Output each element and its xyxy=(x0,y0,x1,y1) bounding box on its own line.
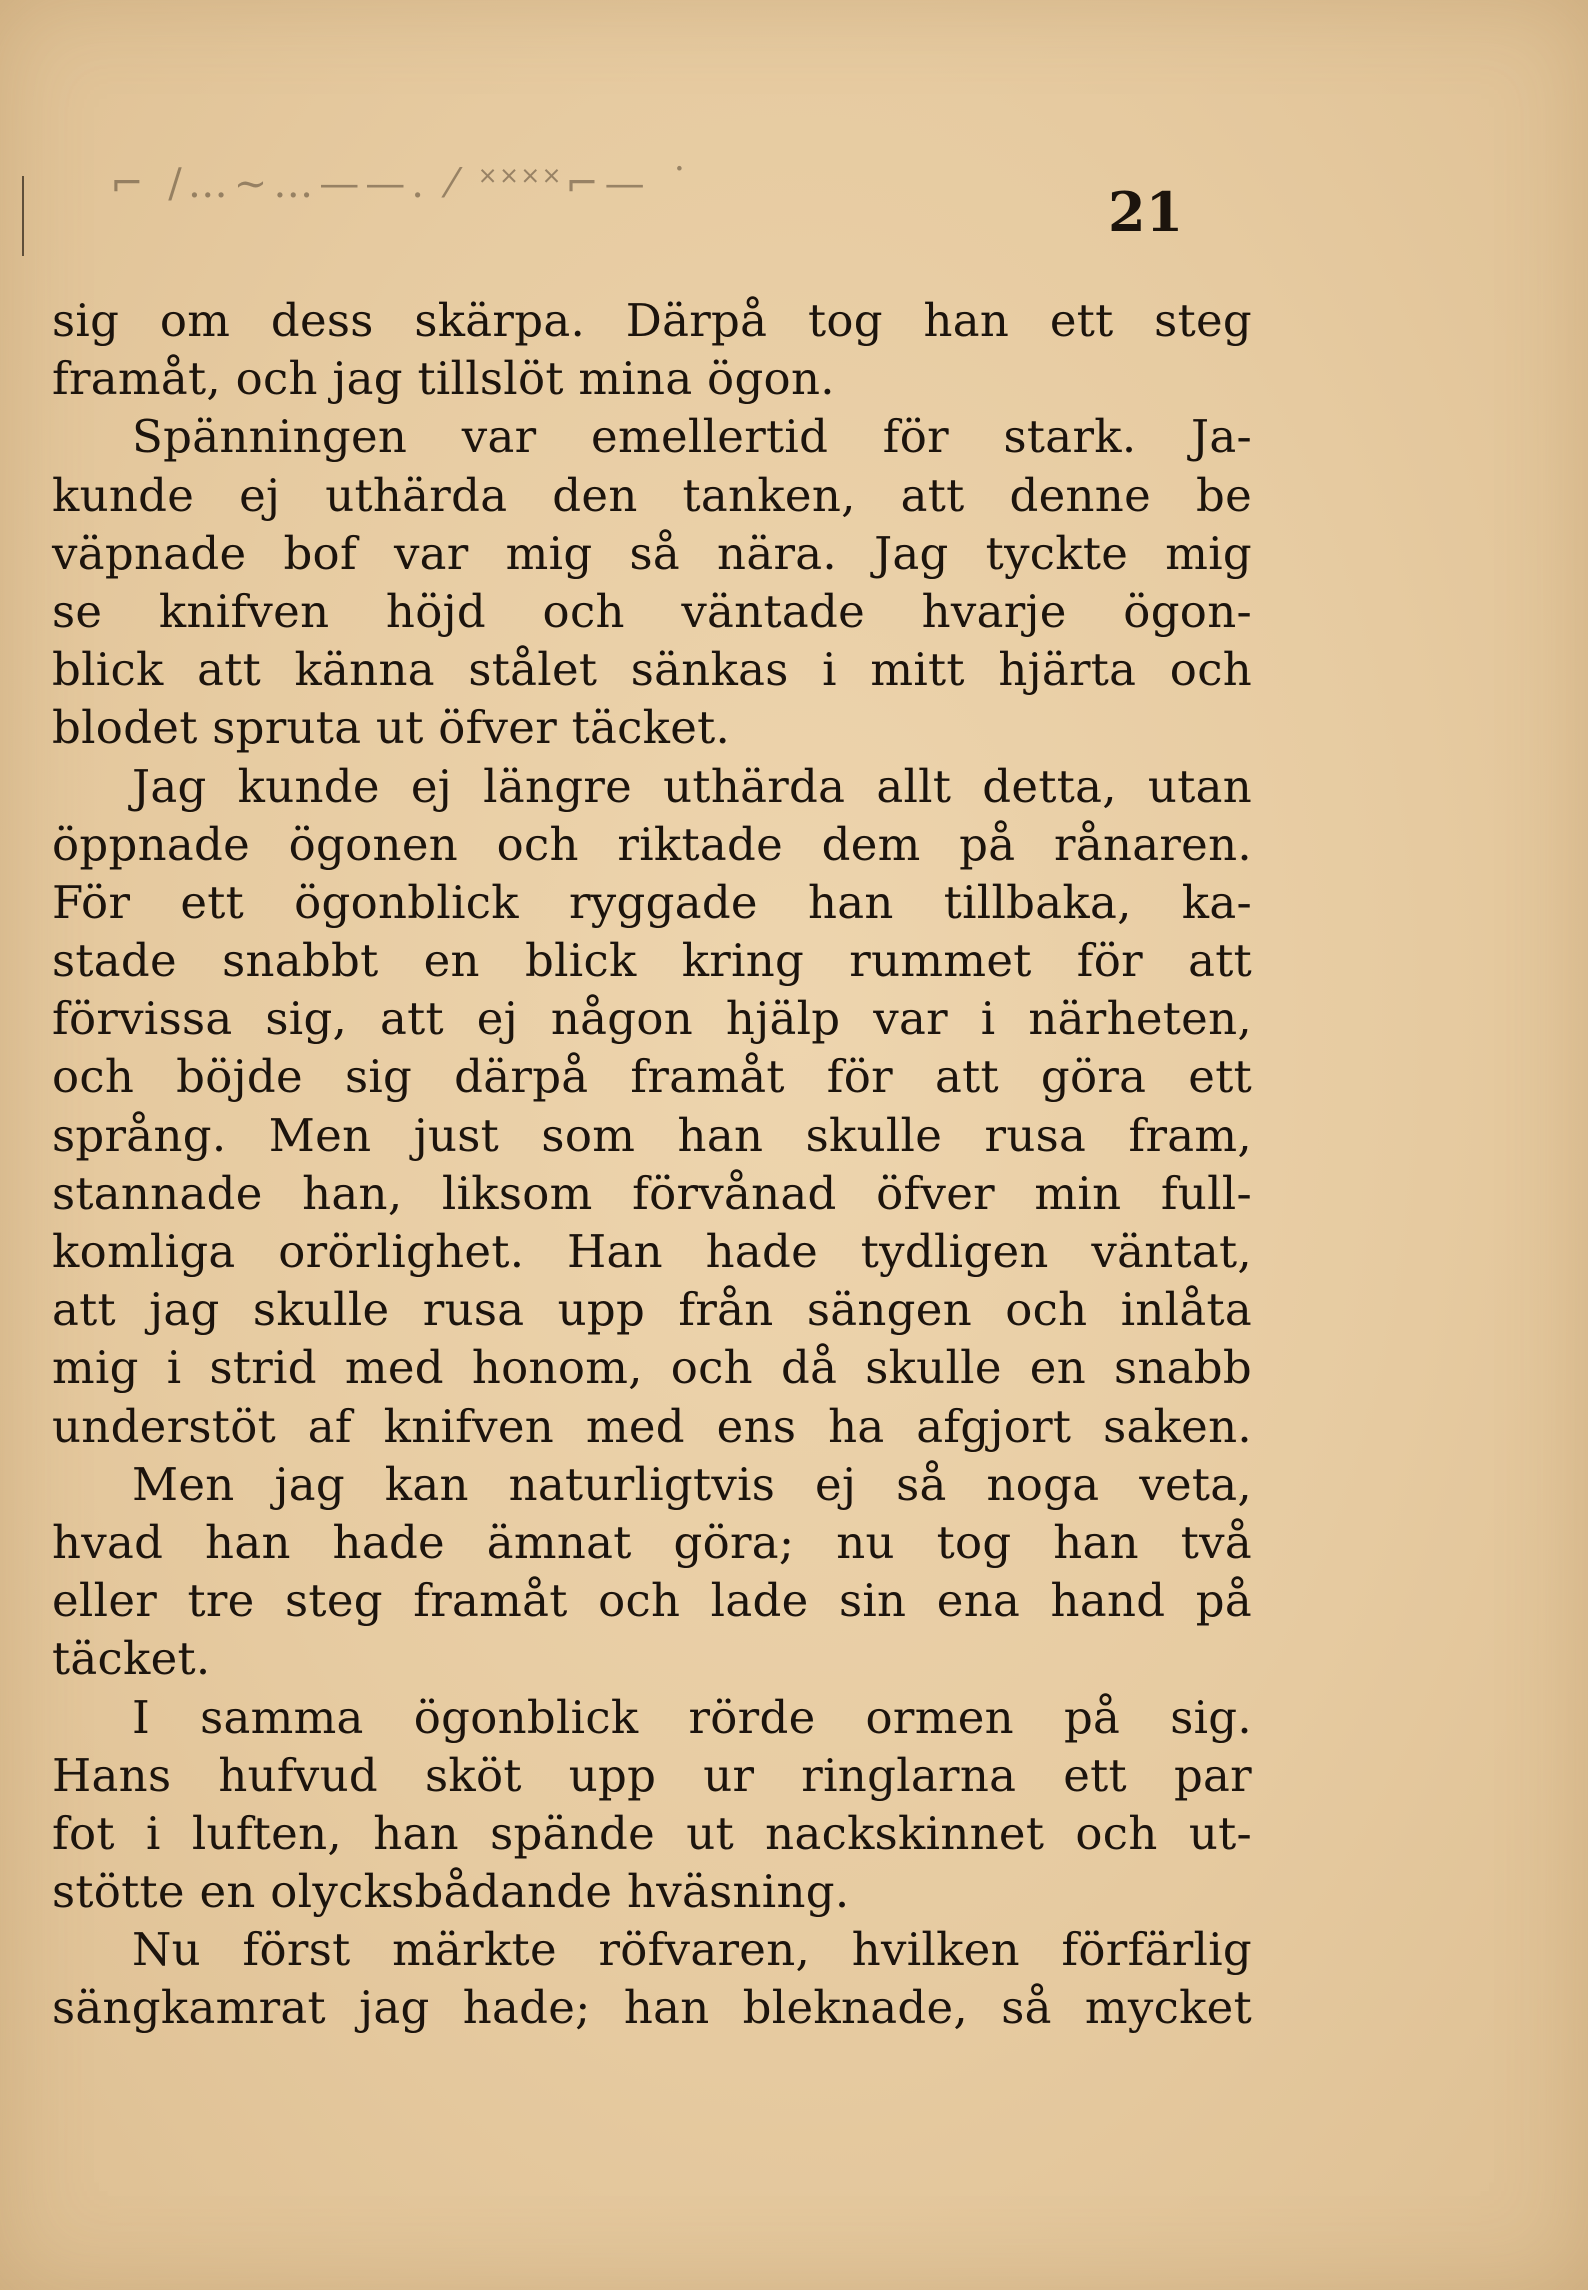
text-line: stannade han, liksom förvånad öfver min full- xyxy=(52,1166,1252,1220)
text-line: Men jag kan naturligtvis ej så noga veta, xyxy=(132,1457,1252,1511)
text-line: För ett ögonblick ryggade han tillbaka, ka- xyxy=(52,875,1252,929)
body-text xyxy=(52,292,1252,2038)
text-line: förvissa sig, att ej någon hjälp var i närheten, xyxy=(52,992,1252,1046)
text-line: I samma ögonblick rörde ormen på sig. xyxy=(132,1690,1252,1744)
text-line: sängkamrat jag hade; han bleknade, så mycket xyxy=(52,1981,1252,2035)
text-line: blodet spruta ut öfver täcket. xyxy=(52,701,731,755)
running-head: ⌐ /…~…——. ⁄ ˟˟˟˟⌐— ˙ xyxy=(110,161,696,207)
text-line: framåt, och jag tillslöt mina ögon. xyxy=(52,352,835,406)
header-mark xyxy=(22,176,24,256)
text-line: väpnade bof var mig så nära. Jag tyckte mig xyxy=(52,526,1252,580)
text-line: understöt af knifven med ens ha afgjort saken. xyxy=(52,1399,1252,1453)
text-line: och böjde sig därpå framåt för att göra ett xyxy=(52,1050,1252,1104)
text-line: komliga orörlighet. Han hade tydligen väntat, xyxy=(52,1225,1252,1278)
page-number: 21 xyxy=(1108,180,1184,244)
text-line: sig om dess skärpa. Därpå tog han ett steg xyxy=(52,294,1252,347)
text-line: Hans hufvud sköt upp ur ringlarna ett par xyxy=(52,1748,1252,1802)
text-line: kunde ej uthärda den tanken, att denne be xyxy=(52,468,1252,522)
text-line: se knifven höjd och väntade hvarje ögon- xyxy=(52,584,1252,638)
text-line: eller tre steg framåt och lade sin ena hand på xyxy=(52,1574,1252,1628)
text-line: hvad han hade ämnat göra; nu tog han två xyxy=(52,1515,1252,1569)
text-line: fot i luften, han spände ut nackskinnet och ut- xyxy=(52,1806,1252,1860)
text-line: Nu först märkte röfvaren, hvilken förfärlig xyxy=(132,1923,1252,1977)
text-line: stade snabbt en blick kring rummet för att xyxy=(52,934,1252,988)
text-line: täcket. xyxy=(52,1632,211,1686)
text-line: Jag kunde ej längre uthärda allt detta, utan xyxy=(132,759,1252,813)
text-line: mig i strid med honom, och då skulle en snabb xyxy=(52,1341,1252,1395)
text-line: stötte en olycksbådande hväsning. xyxy=(52,1865,850,1919)
text-line: öppnade ögonen och riktade dem på rånaren. xyxy=(52,817,1252,871)
text-line: blick att känna stålet sänkas i mitt hjärta och xyxy=(52,643,1252,697)
text-line: att jag skulle rusa upp från sängen och inlåta xyxy=(52,1283,1252,1337)
text-line: Spänningen var emellertid för stark. Ja- xyxy=(132,410,1252,464)
text-line: språng. Men just som han skulle rusa fram, xyxy=(52,1108,1252,1162)
